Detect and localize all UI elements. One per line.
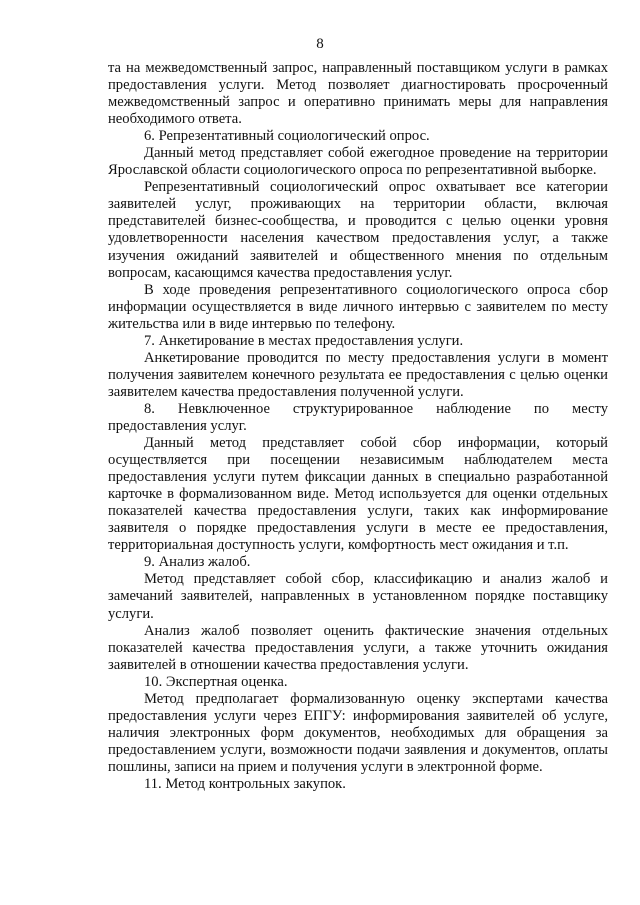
paragraph: 7. Анкетирование в местах предоставления услуги. [144, 332, 464, 349]
paragraph: 10. Экспертная оценка. [144, 673, 288, 690]
paragraph: Данный метод представляет собой сбор информации, который осуществляется при посещении независимым наблюдателем места предоставления услуги путем фиксации данных в специально разработанной карточке в формализованном виде. Метод используется для оценки отдельных показателей качества предоставления услуги, таких как информирование заявителя о порядке предоставления услуги в месте ее предоставления, территориальная доступность услуги, комфортность мест ожидания и т.п. [108, 435, 608, 554]
paragraph: Анкетирование проводится по месту предоставления услуги в момент получения заявителем конечного результата ее предоставления с целью оценки заявителем качества предоставления полученной услуги. [108, 349, 608, 400]
paragraph: та на межведомственный запрос, направленный поставщиком услуги в рамках предоставления услуги. Метод позволяет диагностировать просроченный межведомственный запрос и оперативно принимать меры для направления необходимого ответа. [108, 60, 608, 128]
paragraph: Репрезентативный социологический опрос охватывает все категории заявителей услуг, проживающих на территории области, включая представителей бизнес-сообщества, и проводится с целью оценки уровня удовлетворенности населения качеством предоставления услуг, а также изучения ожиданий заявителей и общественного мнения по отдельным вопросам, касающимся качества предоставления услуг. [108, 179, 608, 281]
paragraph: Данный метод представляет собой ежегодное проведение на территории Ярославской области социологического опроса по репрезентативной выборке. [108, 145, 608, 179]
page-number: 8 [316, 36, 324, 52]
document-body [108, 60, 608, 793]
paragraph: В ходе проведения репрезентативного социологического опроса сбор информации осуществляется в виде личного интервью с заявителем по месту жительства или в виде интервью по телефону. [108, 281, 608, 332]
paragraph: Анализ жалоб позволяет оценить фактические значения отдельных показателей качества предоставления услуги, а также уточнить ожидания заявителей в отношении качества предоставления услуги. [108, 622, 608, 673]
paragraph: Метод представляет собой сбор, классификацию и анализ жалоб и замечаний заявителей, направленных в установленном порядке поставщику услуги. [108, 571, 608, 622]
paragraph: 11. Метод контрольных закупок. [144, 775, 346, 792]
paragraph: 8. Невключенное структурированное наблюдение по месту предоставления услуг. [108, 400, 608, 434]
paragraph: 6. Репрезентативный социологический опрос. [144, 128, 430, 145]
paragraph: 9. Анализ жалоб. [144, 554, 251, 571]
paragraph: Метод предполагает формализованную оценку экспертами качества предоставления услуги через ЕПГУ: информирования заявителей об услуге, наличия электронных форм документов, необходимых для обращения за предоставлением услуги, возможности подачи заявления и документов, оплаты пошлины, записи на прием и получения услуги в электронной форме. [108, 690, 608, 775]
